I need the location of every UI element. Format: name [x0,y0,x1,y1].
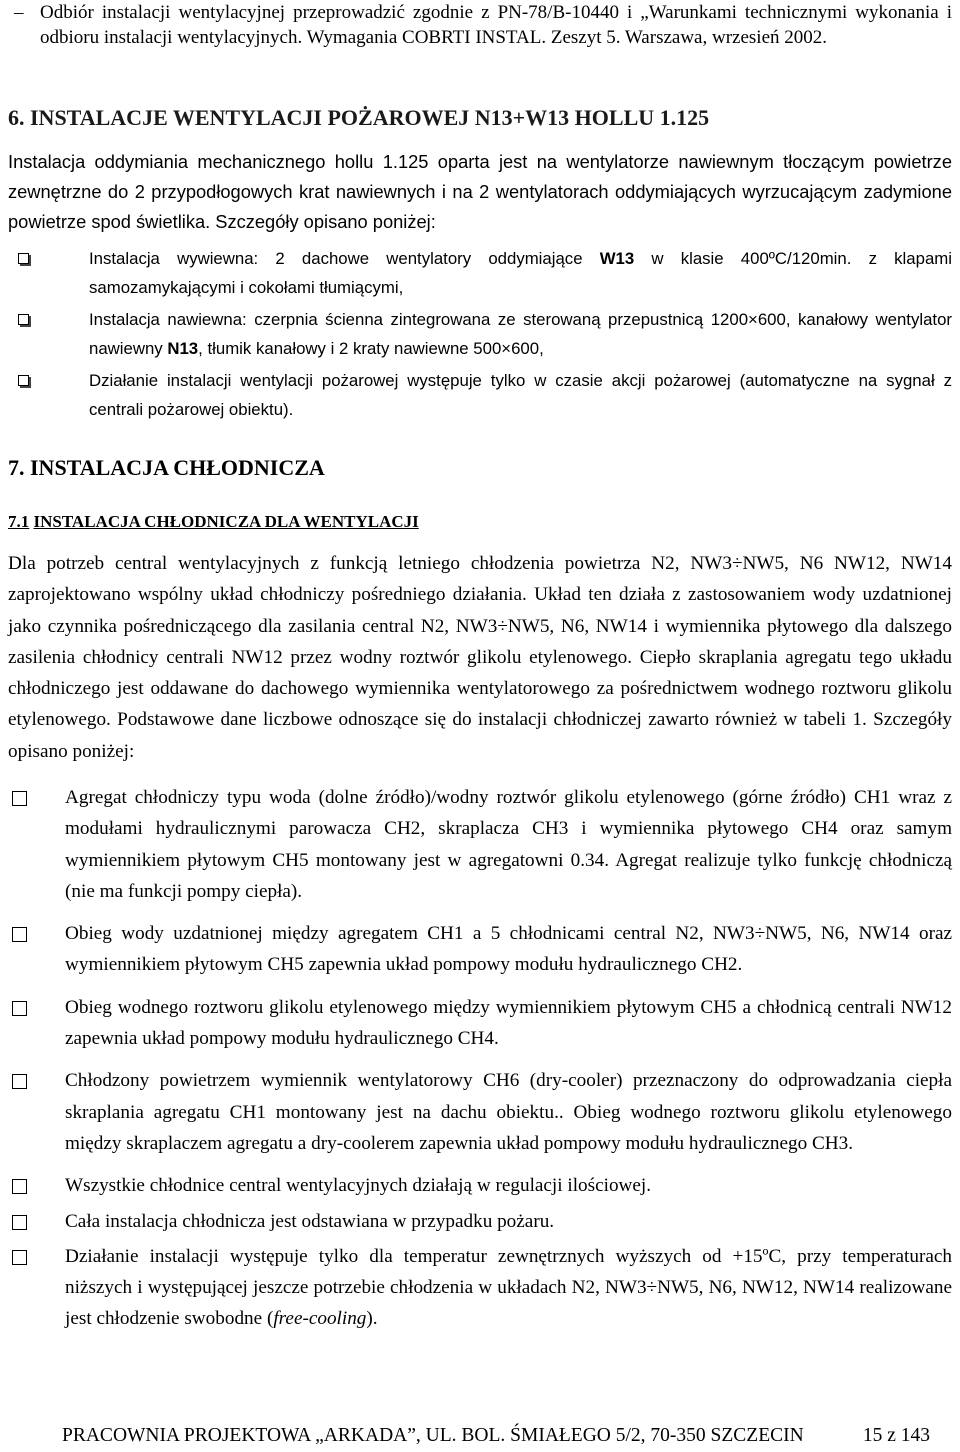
square-bullet-icon [12,791,27,806]
dash-bullet: – [14,2,24,23]
checkbox-bullet-icon [18,253,29,264]
footer-company: PRACOWNIA PROJEKTOWA „ARKADA”, UL. BOL. ŚMIAŁEGO 5/2, 70-350 SZCZECIN [62,1425,804,1446]
square-bullet-icon [12,1074,27,1089]
page-number: 15 z 143 [862,1425,930,1446]
section-7-heading: 7. INSTALACJA CHŁODNICZA [8,455,325,480]
subsection-number: 7.1 [8,512,30,531]
top-list-item [14,0,952,50]
section-6-item: Instalacja wywiewna: 2 dachowe wentylatory oddymiające W13 w klasie 400ºC/120min. z klapami samozamykającymi i cokołami tłumiącymi, [14,244,952,302]
checkbox-bullet-icon [18,314,29,325]
square-bullet-icon [12,1179,27,1194]
section-6-intro: Instalacja oddymiania mechanicznego hollu 1.125 oparta jest na wentylatorze nawiewnym tłoczącym powietrze zewnętrzne do 2 przypodłogowych krat nawiewnych i na 2 wentylatorach oddymiających wyrzucającym zadymione powietrze spod świetlika. Szczegóły opisano poniżej: [8,151,952,232]
top-item-text: Odbiór instalacji wentylacyjnej przeprowadzić zgodnie z PN-78/B-10440 i „Warunkami technicznymi wykonania i odbioru instalacji wentylacyjnych. Wymagania COBRTI INSTAL. Zeszyt 5. Warszawa, wrzesień 2002. [40,2,952,48]
section-7-1-heading [8,510,952,534]
section-7-item: Działanie instalacji występuje tylko dla temperatur zewnętrznych wyższych od +15ºC, przy temperaturach niższych i występującej jeszcze potrzebie chłodzenia w układach N2, NW3÷NW5, N6, NW12, NW14 realizowane jest chłodzenie swobodne (free-cooling). [12,1241,952,1335]
section-6-item: Działanie instalacji wentylacji pożarowej występuje tylko w czasie akcji pożarowej (automatyczne na sygnał z centrali pożarowej obiektu). [14,366,952,424]
section-7-item: Chłodzony powietrzem wymiennik wentylatorowy CH6 (dry-cooler) przeznaczony do odprowadzania ciepła skraplania agregatu CH1 montowany jest na dachu obiektu.. Obieg wodnego roztworu glikolu etylenowego między skraplaczem agregatu a dry-coolerem zapewnia układ pompowy modułu hydraulicznego CH3. [12,1065,952,1159]
square-bullet-icon [12,1001,27,1016]
subsection-title: INSTALACJA CHŁODNICZA DLA WENTYLACJI [33,512,419,531]
section-7-item: Agregat chłodniczy typu woda (dolne źródło)/wodny roztwór glikolu etylenowego (górne źródło) CH1 wraz z modułami hydraulicznymi parowacza CH2, skraplacza CH3 i wymiennika płytowego CH4 oraz samym wymiennikiem płytowym CH5 montowany jest w agregatowni 0.34. Agregat realizuje tylko funkcję chłodniczą (nie ma funkcji pompy ciepła). [12,782,952,907]
section-6-heading: 6. INSTALACJE WENTYLACJI POŻAROWEJ N13+W13 HOLLU 1.125 [8,105,710,130]
section-7-intro: Dla potrzeb central wentylacyjnych z funkcją letniego chłodzenia powietrza N2, NW3÷NW5, N6 NW12, NW14 zaprojektowano wspólny układ chłodniczy pośredniego działania. Układ ten działa z zastosowaniem wody uzdatnionej jako czynnika pośredniczącego dla zasilania central N2, NW3÷NW5, N6, NW14 i wymiennika płytowego dla dalszego zasilenia chłodnicy centrali NW12 przez wodny roztwór glikolu etylenowego. Ciepło skraplania agregatu tego układu chłodniczego jest oddawane do dachowego wymiennika wentylatorowego za pośrednictwem wodnego roztworu glikolu etylenowego. Podstawowe dane liczbowe odnoszące się do instalacji chłodniczej zawarto również w tabeli 1. Szczegóły opisano poniżej: [8,553,952,762]
section-7-item: Obieg wody uzdatnionej między agregatem CH1 a 5 chłodnicami central N2, NW3÷NW5, N6, NW14 oraz wymiennikiem płytowym CH5 zapewnia układ pompowy modułu hydraulicznego CH2. [12,918,952,981]
section-7-list [12,782,952,1346]
square-bullet-icon [12,1250,27,1265]
section-7-item: Cała instalacja chłodnicza jest odstawiana w przypadku pożaru. [12,1206,952,1237]
square-bullet-icon [12,1215,27,1230]
section-6-item: Instalacja nawiewna: czerpnia ścienna zintegrowana ze sterowaną przepustnicą 1200×600, kanałowy wentylator nawiewny N13, tłumik kanałowy i 2 kraty nawiewne 500×600, [14,305,952,363]
section-7-item: Obieg wodnego roztworu glikolu etylenowego między wymiennikiem płytowym CH5 a chłodnicą centrali NW12 zapewnia układ pompowy modułu hydraulicznego CH4. [12,992,952,1055]
checkbox-bullet-icon [18,375,29,386]
square-bullet-icon [12,927,27,942]
section-7-item: Wszystkie chłodnice central wentylacyjnych działają w regulacji ilościowej. [12,1170,952,1201]
section-6-list [14,244,952,427]
